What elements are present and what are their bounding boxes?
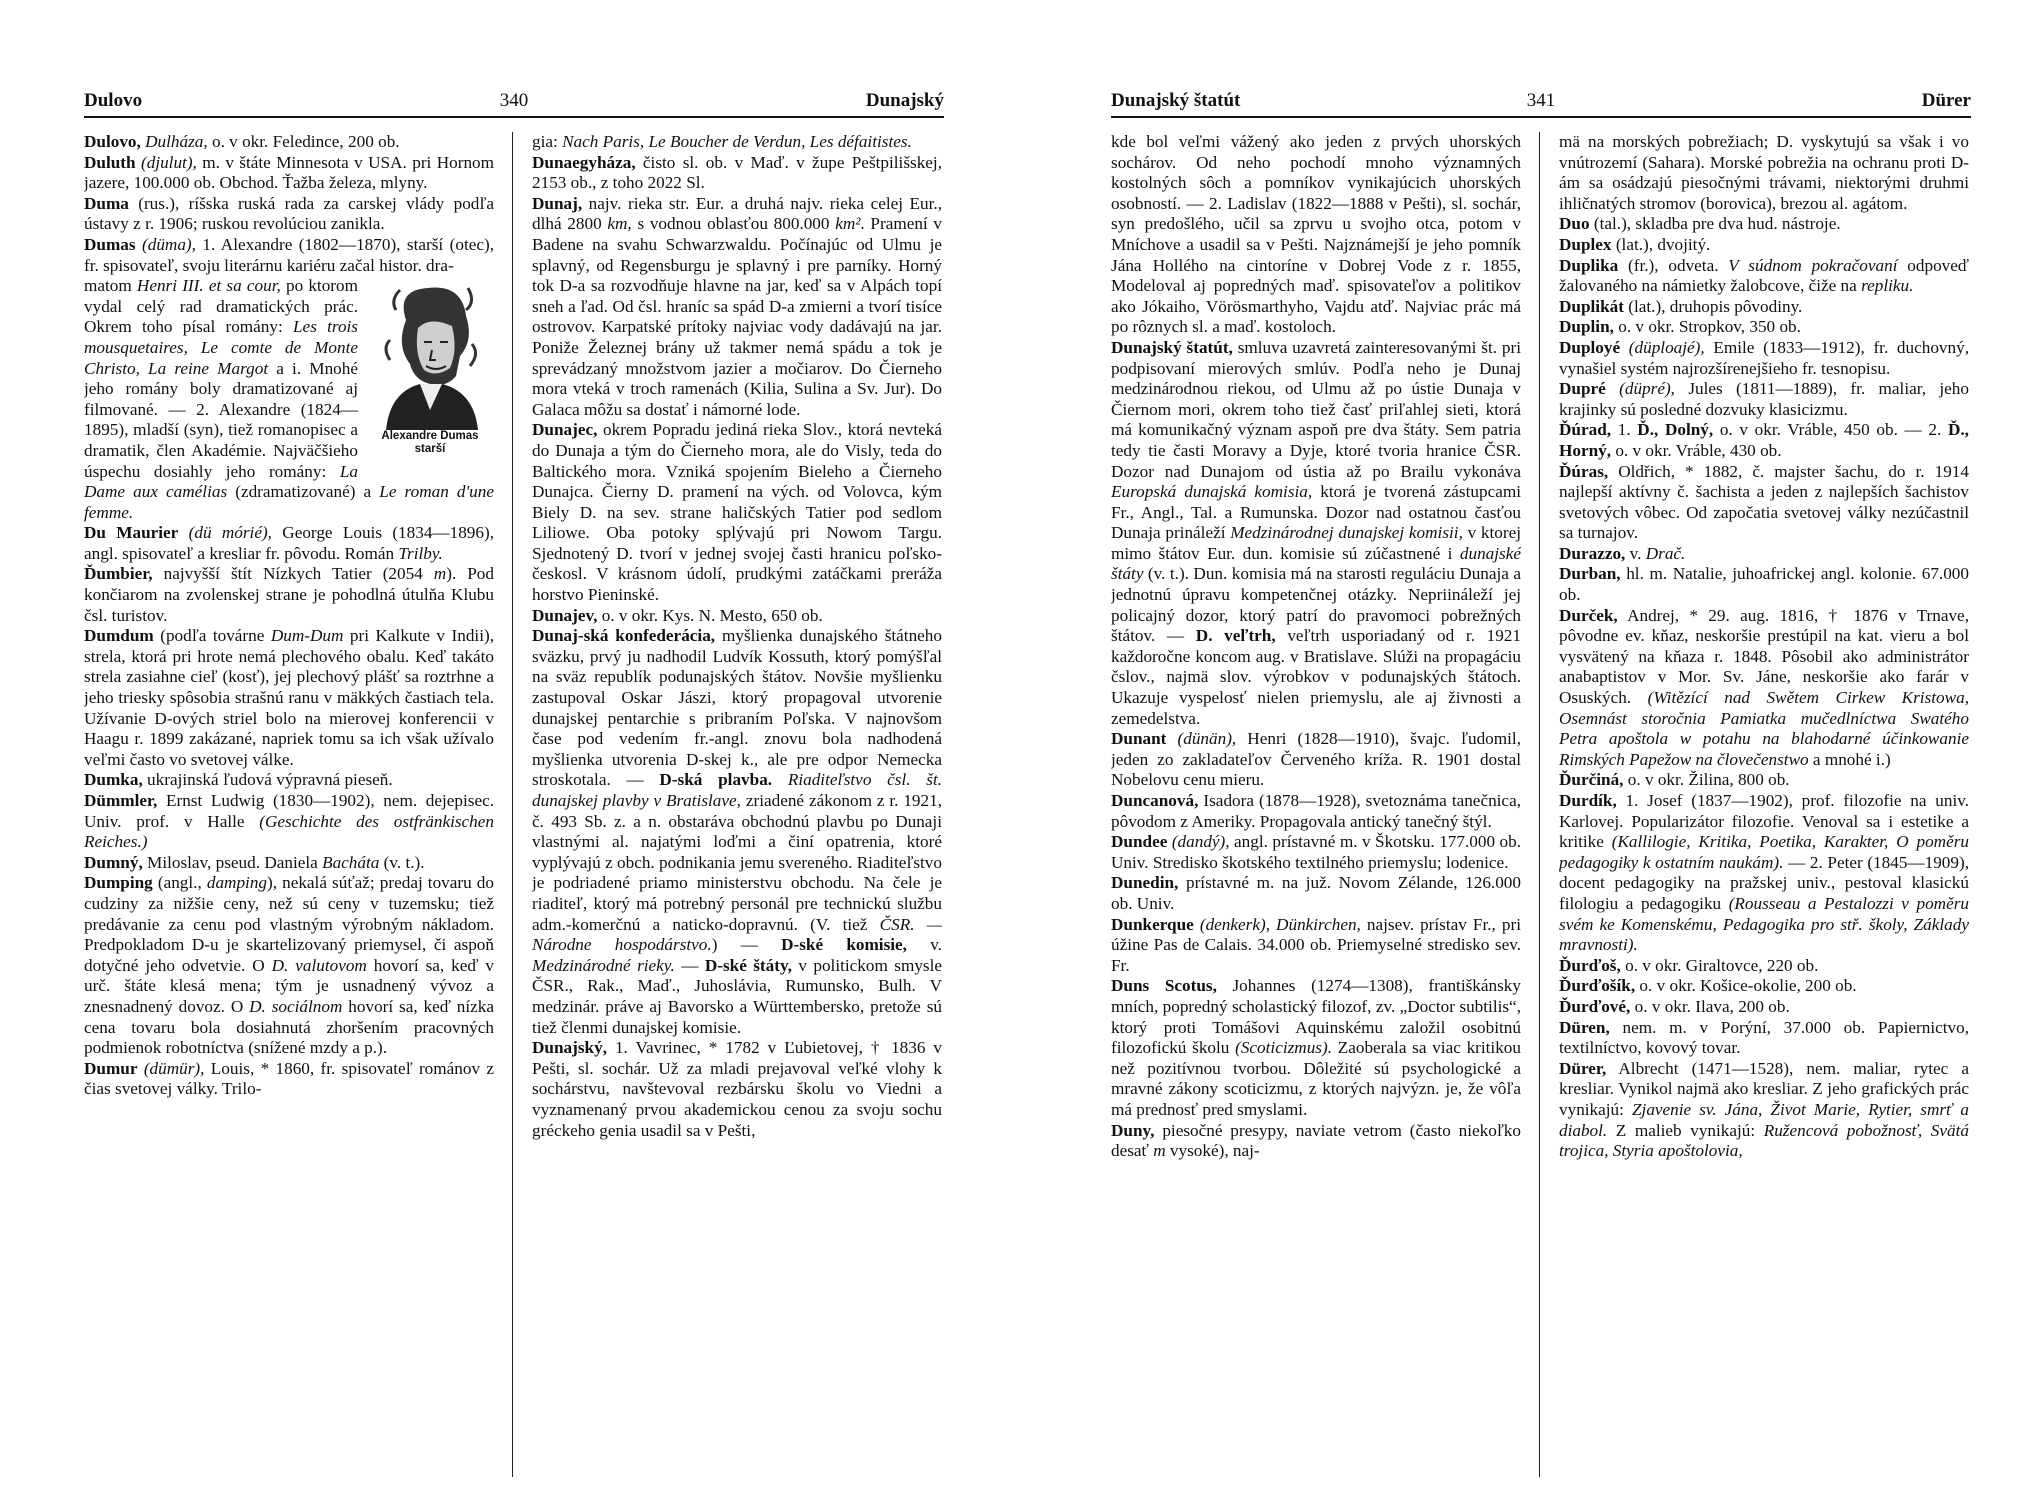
dumas-portrait-illustration (366, 280, 494, 430)
right-page-column-2 (1559, 132, 1969, 1492)
dictionary-entry: Dunajec, okrem Popradu jediná rieka Slov., ktorá nevteká do Dunaja a tým do Čierneho mora, ale do Visly, teda do Baltického mora. Vzniká spojením Bieleho a Čierneho Dunajca. Čierny D. pramení na vých. od Volovca, kým Biely D. na sev. strane haličských Tatier pod sedlom Liliowe. Oba potoky splývajú pri Nowom Targu. Sjednotený D. tvorí v jednej svojej časti hranicu poľsko-českosl. V krásnom údolí, prudkými zatáčkami preráža horstvo Pieninské. (532, 420, 942, 605)
right-page-number: 341 (1526, 90, 1556, 111)
left-header-first-entry: Dulovo (84, 90, 143, 111)
dictionary-entry: Dupré (düpré), Jules (1811—1889), fr. maliar, jeho krajinky sú posledné dozvuky klasicizmu. (1559, 379, 1969, 419)
dictionary-entry: Ďúras, Oldřich, * 1882, č. majster šachu, do r. 1914 najlepší aktívny č. šachista a jeden z najlepších šachistov svetových vôbec. Od započatia svetovej války nezúčastnil sa turnajov. (1559, 461, 1969, 543)
left-page-column-1 (84, 132, 494, 1492)
entries-block (84, 132, 494, 276)
right-column-separator (1539, 132, 1540, 1477)
dictionary-entry: Duplikát (lat.), druhopis pôvodiny. (1559, 296, 1803, 316)
left-header-rule (84, 116, 944, 118)
dictionary-entry: Ďumbier, najvyšší štít Nízkych Tatier (2054 m). Pod končiarom na zvolenskej strane je pohodlná útulňa Klubu čsl. turistov. (84, 564, 494, 625)
dictionary-entry: Duluth (djulut), m. v štáte Minnesota v USA. pri Hornom jazere, 100.000 ob. Obchod. Ťažba železa, mlyny. (84, 152, 494, 193)
dictionary-entry: Dumdum (podľa továrne Dum-Dum pri Kalkute v Indii), strela, ktorá pri hrote nemá plechového obalu. Keď takáto strela zasiahne cieľ (kosť), jej plechový plášť sa roztrhne a jeho triesky spôsobia strašnú ranu v mäkkých častiach tela. Užívanie D-ových striel bolo na mierovej konferencii v Haagu r. 1899 zakázané, napriek tomu sa ich však užívalo veľmi často vo svetovej válke. (84, 626, 494, 769)
dictionary-entry: Ďúrad, 1. Ď., Dolný, o. v okr. Vráble, 450 ob. — 2. Ď., Horný, o. v okr. Vráble, 430 ob. (1559, 420, 1969, 460)
entries-block (1111, 132, 1521, 1162)
dictionary-entry: matom Henri III. et sa cour, po ktorom vydal celý rad dramatických prác. Okrem toho písal romány: Les trois mousquetaires, Le comte de Monte Christo, La reine Margot a i. Mnohé jeho romány boly dramatizované aj filmované. — 2. Alexandre (1824—1895), mladší (syn), tiež romanopisec a dramatik, člen Akadémie. Najväčšieho úspechu dosiahly jeho romány: La Dame aux camélias (zdramatizované) a Le roman d'une femme. (84, 276, 494, 522)
dictionary-entry: Ďurčiná, o. v okr. Žilina, 800 ob. (1559, 770, 1790, 790)
dictionary-entry: Duncanová, Isadora (1878—1928), svetoznáma tanečnica, pôvodom z Ameriky. Propagovala antický tanečný štýl. (1111, 791, 1521, 831)
left-page-column-2 (532, 132, 942, 1492)
dictionary-entry: Durban, hl. m. Natalie, juhoafrickej angl. kolonie. 67.000 ob. (1559, 564, 1969, 605)
dictionary-entry: Duny, piesočné presypy, naviate vetrom (často niekoľko desať m vysoké), naj- (1111, 1120, 1521, 1161)
dictionary-entry: Ďurďové, o. v okr. Ilava, 200 ob. (1559, 996, 1790, 1016)
dictionary-entry: Du Maurier (dü mórié), George Louis (1834—1896), angl. spisovateľ a kresliar fr. pôvodu. Román Trilby. (84, 523, 494, 563)
dictionary-entry: Dunajský štatút, smluva uzavretá zainteresovanými št. pri podpisovaní mierových smlúv. Podľa neho je Dunaj medzinárodnou riekou, od Ulmu až po ústie Dunaja v Čiernom mori, okrem toho tiež časť priľahlej sieti, ktorá má komunikačný význam aspoň pre dva štáty. Sem patria tedy tie časti Moravy a Dyje, ktoré tvoria hranice ČSR. Dozor nad Dunajom od ústia až po Brailu vykonáva Europská dunajská komisia, ktorá je tvorená zástupcami Fr., Angl., Tal. a Rumunska. Dozor nad ostatnou časťou Dunaja prináleží Medzinárodnej dunajskej komisii, v ktorej mimo štátov Eur. dun. komisie sú zúčastnené i dunajské štáty (v. t.). Dun. komisia má na starosti reguláciu Dunaja a jednotnú úpravu kompetenčnej otázky. Nepriináleží jej policajný dozor, ktorý patrí do pravomoci pobrežných štátov. — D. veľtrh, veľtrh usporiadaný od r. 1921 každoročne koncom aug. v Bratislave. Slúži na propagáciu čslov., najmä slov. výrobkov v podunajských štátoch. Ukazuje vyspelosť nielen priemyslu, ale aj živnosti a zemedelstva. (1111, 337, 1521, 728)
dictionary-entry: kde bol veľmi vážený ako jeden z prvých uhorských sochárov. Od neho pochodí mnoho významných kostolných sôch a pomníkov vynikajúcich uhorských osobností. — 2. Ladislav (1822—1888 v Pešti), sl. sochár, syn predošlého, učil sa zprvu u svojho otca, potom v Mníchove a usadil sa v Pešti. Najznámejší je jeho pomník Jána Hollého na cintoríne v Dobrej Vode z r. 1855, Modeloval aj popredných maď. spisovateľov a politikov ako Jókaiho, Vörösmarthyho, Vajdu atď. Najviac prác má po rôznych sl. a maď. kostoloch. (1111, 132, 1521, 337)
portrait-caption: Alexandre Dumas starší (381, 430, 479, 456)
right-header-last-entry: Dürer (1921, 90, 1971, 111)
dictionary-entry: Dumping (angl., damping), nekalá súťaž; predaj tovaru do cudziny za nižšie ceny, než sú ceny v tuzemsku; tiež predávanie za cenu pod vlastným výrobným nákladom. Predpokladom D-u je skartelizovaný priemysel, či aspoň dotyčné jeho odvetvie. O D. valutovom hovorí sa, keď v urč. štáte klesá mena; tým je usnadnený vývoz a znesnadnený dovoz. O D. sociálnom hovorí sa, keď nízka cena tovaru bola dosiahnutá zhoršením pracovných podmienok robotníctva (snížené mzdy a p.). (84, 873, 494, 1058)
dictionary-entry: Duma (rus.), ríšska ruská rada za carskej vlády podľa ústavy z r. 1906; ruskou revolúciou zanikla. (84, 193, 494, 234)
dictionary-entry: Dunaegyháza, čisto sl. ob. v Maď. v župe Peštpilišskej, 2153 ob., z toho 2022 Sl. (532, 152, 942, 193)
dictionary-entry: Duplin, o. v okr. Stropkov, 350 ob. (1559, 317, 1801, 337)
left-header-last-entry: Dunajský (865, 90, 944, 111)
dictionary-entry: Durdík, 1. Josef (1837—1902), prof. filozofie na univ. Karlovej. Popularizátor filozofie. Venoval sa i estetike a kritike (Kallilogie, Kritika, Poetika, Karakter, O poměru pedagogiky k ostatním naukám). — 2. Peter (1845—1909), docent pedagogiky na pražskej univ., pestoval klasickú filologiu a pedagogiku (Rousseau a Pestalozzi v poměru svém ke Komenskému, Pedagogika pro stř. školy, Základy mravnosti). (1559, 791, 1969, 955)
dictionary-entry: gia: Nach Paris, Le Boucher de Verdun, Les défaitistes. (532, 132, 912, 151)
dictionary-entry: Durček, Andrej, * 29. aug. 1816, † 1876 v Trnave, pôvodne ev. kňaz, neskoršie prestúpil na kat. vieru a bol vysvätený na kňaza r. 1848. Pôsobil ako administrátor anabaptistov v Mor. Sv. Jáne, neskoršie ako farár v Osuských. (Witězící nad Swětem Cirkew Kristowa, Osemnást storočnia Pamiatka mučedlníctwa Swatého Petra apoštola w potahu na blahodarné účinkowanie Rimských Papežow na človečenstwo a mnohé i.) (1559, 605, 1969, 769)
left-page-header (84, 86, 944, 116)
dictionary-entry: Dumas (düma), 1. Alexandre (1802—1870), starší (otec), fr. spisovateľ, svoju literárnu kariéru začal histor. dra- (84, 234, 494, 275)
dictionary-entry: Dunajský, 1. Vavrinec, * 1782 v Ľubietovej, † 1836 v Pešti, sl. sochár. Už za mladi prejavoval veľké vlohy k sochárstvu, navštevoval rezbársku školu vo Viedni a vyznamenaný prvou akademickou cenou za svoju sochu gréckeho genia usadil sa v Pešti, (532, 1038, 942, 1140)
left-page-number: 340 (499, 90, 529, 111)
dictionary-entry: Dunedin, prístavné m. na juž. Novom Zélande, 126.000 ob. Univ. (1111, 873, 1521, 913)
dictionary-entry: Dürer, Albrecht (1471—1528), nem. maliar, rytec a kresliar. Vynikol najmä ako kresliar. Z jeho grafických prác vynikajú: Zjavenie sv. Jána, Život Marie, Rytier, smrť a diabol. Z malieb vynikajú: Ružencová pobožnosť, Svätá trojica, Styria apoštolovia, (1559, 1058, 1969, 1161)
dictionary-entry: Dunajev, o. v okr. Kys. N. Mesto, 650 ob. (532, 605, 823, 625)
dictionary-entry: Duns Scotus, Johannes (1274—1308), františkánsky mních, popredný scholastický filozof, zv. „Doctor subtilis“, ktorý proti Tomášovi Aquinskému založil osobitnú filozofickú školu (Scoticizmus). Zaoberala sa viac kritikou než pozitívnou tvorbou. Dôležité sú psychologické a mravné zákony scoticizmu, z ktorých najvýzn. je, že vôľa má prednosť pred smyslami. (1111, 976, 1521, 1119)
right-page (1111, 80, 1971, 1480)
dictionary-entry: Duplex (lat.), dvojitý. (1559, 234, 1711, 254)
dictionary-entry: Düren, nem. m. v Porýní, 37.000 ob. Papiernictvo, textilníctvo, kovový tovar. (1559, 1017, 1969, 1058)
dictionary-entry: mä na morských pobrežiach; D. vyskytujú sa však i vo vnútrozemí (Sahara). Morské pobrežia na ochranu proti D-ám sa osádzajú piesočnými trávami, niektorými druhmi ihličnatých stromov (borovica), brezou al. agátom. (1559, 132, 1969, 213)
left-page (84, 80, 944, 1480)
dictionary-entry: Ďurďoš, o. v okr. Giraltovce, 220 ob. (1559, 955, 1819, 975)
dictionary-entry: Dumka, ukrajinská ľudová výpravná pieseň. (84, 770, 393, 790)
dictionary-entry: Dulovo, Dulháza, o. v okr. Feledince, 200 ob. (84, 132, 400, 151)
entries-block (1559, 132, 1969, 1162)
dictionary-entry: Dumný, Miloslav, pseud. Daniela Bacháta (v. t.). (84, 852, 425, 872)
dictionary-entry: Durazzo, v. Drač. (1559, 543, 1686, 563)
dictionary-entry: Dümmler, Ernst Ludwig (1830—1902), nem. dejepisec. Univ. prof. v Halle (Geschichte des ostfränkischen Reiches.) (84, 791, 494, 852)
dictionary-entry: Dunant (dünän), Henri (1828—1910), švajc. ľudomil, jeden zo zakladateľov Červeného kríža. R. 1901 dostal Nobelovu cenu mieru. (1111, 729, 1521, 790)
dictionary-entry: Ďurďošík, o. v okr. Košice-okolie, 200 ob. (1559, 976, 1857, 996)
left-column-separator (512, 132, 513, 1477)
portrait-figure (366, 280, 494, 466)
dictionary-entry: Duo (tal.), skladba pre dva hud. nástroje. (1559, 214, 1841, 234)
entries-block (532, 132, 942, 1141)
dictionary-entry: Dunaj-ská konfederácia, myšlienka dunajského štátneho sväzku, prvý ju nadhodil Ludvík Kossuth, ktorý pomýšľal na sväz republík podunajských štátov. Novšie myšlienku zastupoval Oskar Jászi, ktorý propagoval utvorenie dunajskej pentarchie s pribraním Poľska. V najnovšom čase pod vedením fr.-angl. znovu bola nadhodená myšlienka utvorenia D-skej k., ale pre odpor Nemecka stroskotala. — D-ská plavba. Riaditeľstvo čsl. št. dunajskej plavby v Bratislave, zriadené zákonom z r. 1921, č. 493 Sb. z. a n. obstaráva obchodnú plavbu po Dunaji vlastnými al. najatými loďmi a činí opatrenia, ktoré vyplývajú z obch. podnikania jemu svereného. Riaditeľstvo je podriadené priamo ministerstvu obchodu. Na čele je riaditeľ, ktorý má potrebný personál pre technickú službu adm.-komerčnú a naticko-dopravnú. (V. tiež ČSR. — Národne hospodárstvo.) — D-ské komisie, v. Medzinárodné rieky. — D-ské štáty, v politickom smysle ČSR., Rak., Maď., Juhoslávia, Rumunsko, Bulh. V medzinár. práve aj Bavorsko a Württembersko, pretože sú tiež členmi dunajskej komisie. (532, 626, 942, 1037)
dictionary-entry: Duplika (fr.), odveta. V súdnom pokračovaní odpoveď žalovaného na námietky žalobcove, čiže na repliku. (1559, 255, 1969, 296)
dictionary-entry: Dundee (dandý), angl. prístavné m. v Škotsku. 177.000 ob. Univ. Stredisko škotského textilného priemyslu; lodenice. (1111, 832, 1521, 872)
dictionary-entry: Dunkerque (denkerk), Dünkirchen, najsev. prístav Fr., pri úžine Pas de Calais. 34.000 ob. Priemyselné stredisko sev. Fr. (1111, 914, 1521, 975)
right-header-first-entry: Dunajský štatút (1111, 90, 1241, 111)
right-header-rule (1111, 116, 1971, 118)
right-page-column-1 (1111, 132, 1521, 1492)
dictionary-entry: Dumur (dümür), Louis, * 1860, fr. spisovateľ románov z čias svetovej války. Trilo- (84, 1058, 494, 1099)
dictionary-entry: Duployé (düploajé), Emile (1833—1912), fr. duchovný, vynašiel systém najrozšírenejšieho fr. tesnopisu. (1559, 337, 1969, 378)
right-page-header (1111, 86, 1971, 116)
dictionary-entry: Dunaj, najv. rieka str. Eur. a druhá najv. rieka celej Eur., dlhá 2800 km, s vodnou oblasťou 800.000 km². Pramení v Badene na svahu Schwarzwaldu. Počínajúc od Ulmu je splavný, od Regensburgu je splavný i pre parníky. Horný tok D-a sa rozvodňuje hlavne na jar, keď sa v Alpách topí sneh a ľad. Od čsl. hraníc sa spád D-a zmierni a tvorí tisíce ostrovov. Karpatské prítoky najviac vody dadávajú na jar. Poniže Železnej brány už takmer nemá spádu a tok je sprevádzaný množstvom jazier a močiarov. Do Čierneho mora vteká v troch ramenách (Kilia, Sulina a Sv. Jur). Do Galaca môžu sa dostať i námorné lode. (532, 193, 942, 419)
